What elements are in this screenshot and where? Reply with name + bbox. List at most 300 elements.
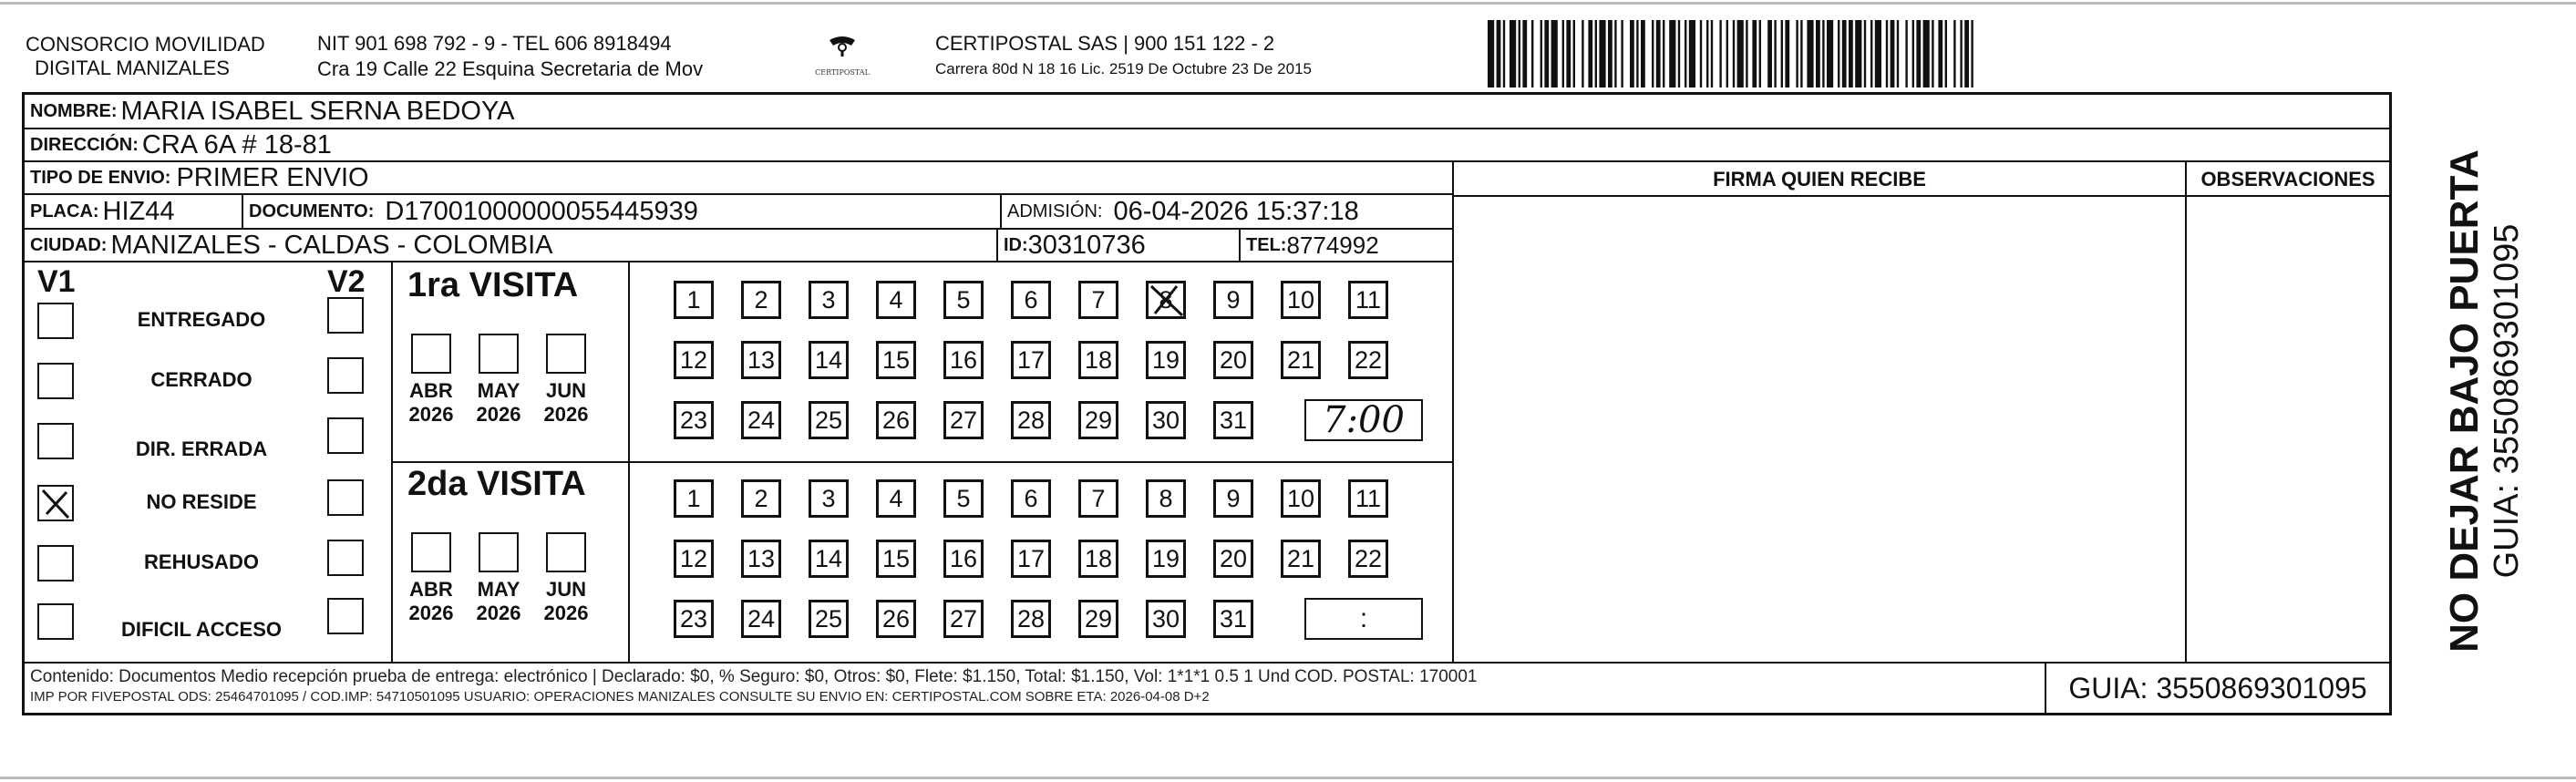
barcode-bar [1964, 20, 1969, 87]
day-box[interactable] [1348, 540, 1388, 578]
courier-line-2: Carrera 80d N 18 16 Lic. 2519 De Octubre 23 De 2015 [935, 60, 1312, 77]
barcode-bar [1544, 20, 1549, 87]
day-number: 1 [686, 285, 701, 314]
firma-area[interactable] [1454, 197, 2185, 662]
side-title: NO DEJAR BAJO PUERTA [2442, 149, 2487, 653]
day-box[interactable] [1078, 401, 1118, 439]
barcode-bar [1916, 20, 1921, 87]
day-box[interactable] [1281, 540, 1321, 578]
day-box[interactable] [741, 281, 781, 319]
status-v2-checkbox[interactable] [327, 357, 364, 394]
status-v1-checkbox[interactable] [37, 545, 74, 581]
day-box[interactable] [741, 540, 781, 578]
day-box[interactable] [809, 479, 849, 518]
month-right-border [628, 262, 630, 662]
day-number: 26 [881, 406, 911, 434]
barcode-bar [1960, 20, 1962, 87]
company-line-2: DIGITAL MANIZALES [35, 57, 230, 79]
barcode-bar [1566, 20, 1571, 87]
day-box[interactable] [1213, 281, 1253, 319]
day-box[interactable] [1078, 479, 1118, 518]
barcode-bar [1891, 20, 1895, 87]
day-box[interactable] [1146, 540, 1186, 578]
barcode-bar [1897, 20, 1899, 87]
barcode-bar [1689, 20, 1695, 87]
time-value: : [1359, 603, 1368, 633]
status-v1-checkbox[interactable] [37, 303, 74, 339]
visit-title: 2da VISITA [407, 465, 586, 503]
documento-value: D17001000000055445939 [385, 196, 698, 226]
barcode-bar [1822, 20, 1824, 87]
nit-line-1: NIT 901 698 792 - 9 - TEL 606 8918494 [317, 32, 672, 55]
day-box[interactable] [674, 341, 714, 379]
barcode-bar [1945, 20, 1947, 87]
courier-info [935, 31, 1312, 82]
barcode-bar [1595, 20, 1597, 87]
month-checkbox[interactable] [546, 334, 586, 374]
ciudad-field [25, 230, 996, 261]
day-box[interactable] [1146, 341, 1186, 379]
day-mark-icon [1146, 281, 1186, 319]
barcode-bar [1573, 20, 1575, 87]
side-text [2442, 149, 2526, 653]
day-box[interactable] [1348, 479, 1388, 518]
day-number: 11 [1355, 484, 1382, 512]
month-label [399, 578, 463, 625]
day-box[interactable] [741, 479, 781, 518]
side-panel [2397, 118, 2571, 684]
month-checkbox[interactable] [479, 334, 519, 374]
row-tipo [25, 162, 1452, 195]
day-box[interactable] [1281, 281, 1321, 319]
day-box[interactable] [876, 281, 916, 319]
day-number: 23 [679, 406, 708, 434]
day-number: 29 [1084, 604, 1113, 633]
barcode-bar [1737, 20, 1744, 87]
month-name: MAY [477, 379, 520, 402]
day-number: 5 [956, 285, 971, 314]
barcode-bar [1700, 20, 1702, 87]
barcode-bar [1875, 20, 1881, 87]
month-label [467, 379, 531, 427]
sender-nit [317, 31, 703, 82]
time-field[interactable] [1304, 399, 1423, 441]
barcode-bar [1886, 20, 1888, 87]
firma-label: FIRMA QUIEN RECIBE [1713, 168, 1926, 190]
day-number: 13 [747, 345, 776, 374]
id-value: 30310736 [1027, 230, 1146, 260]
barcode-bar [1582, 20, 1583, 87]
status-label: DIFICIL ACCESO [120, 618, 282, 641]
day-number: 18 [1084, 345, 1113, 374]
month-year: 2026 [476, 602, 521, 624]
day-number: 12 [679, 544, 708, 572]
certipostal-logo [806, 31, 879, 82]
month-year: 2026 [476, 403, 521, 426]
barcode-bar [1641, 20, 1645, 87]
barcode-bar [1733, 20, 1735, 87]
placa-label: PLACA: [30, 201, 99, 221]
row-nombre [25, 95, 2389, 129]
day-box[interactable] [1011, 281, 1051, 319]
barcode-bar [1781, 20, 1783, 87]
status-v2-checkbox[interactable] [327, 417, 364, 454]
day-box[interactable] [1213, 600, 1253, 638]
day-box[interactable] [1011, 479, 1051, 518]
day-number: 29 [1084, 406, 1113, 434]
day-box[interactable] [1213, 540, 1253, 578]
barcode-bar [1678, 20, 1680, 87]
footer-line-2: IMP POR FIVEPOSTAL ODS: 25464701095 / COD.IMP: 54710501095 USUARIO: OPERACIONES MANIZALES CONSULTE SU ENVIO EN: CERTIPOSTAL.COM SOBRE ETA: 2026-04-08 D+2 [30, 689, 1210, 705]
barcode-bar [1849, 20, 1853, 87]
day-box[interactable] [1213, 401, 1253, 439]
sender-company [26, 33, 265, 80]
status-label: REHUSADO [144, 550, 259, 573]
day-number: 8 [1159, 285, 1173, 314]
month-checkbox[interactable] [411, 532, 451, 572]
day-number: 16 [949, 544, 978, 572]
direccion-value: CRA 6A # 18-81 [141, 129, 332, 159]
barcode-bar [1711, 20, 1713, 87]
barcode-bar [1726, 20, 1728, 87]
day-box[interactable] [1078, 281, 1118, 319]
day-box[interactable] [1011, 540, 1051, 578]
barcode-bar [1636, 20, 1638, 87]
day-box[interactable] [1146, 401, 1186, 439]
day-number: 19 [1151, 345, 1180, 374]
day-number: 16 [949, 345, 978, 374]
barcode-bar [1767, 20, 1772, 87]
day-number: 21 [1286, 544, 1315, 572]
barcode-bar [1719, 20, 1721, 87]
tipo-label: TIPO DE ENVIO: [30, 167, 171, 188]
day-number: 31 [1219, 604, 1248, 633]
day-number: 28 [1016, 406, 1046, 434]
row-ciudad [25, 230, 1452, 262]
day-number: 28 [1016, 604, 1046, 633]
barcode-bar [1706, 20, 1708, 87]
barcode-bar [1923, 20, 1930, 87]
barcode-bar [1855, 20, 1861, 87]
day-number: 7 [1091, 484, 1106, 512]
day-number: 10 [1286, 484, 1315, 512]
admision-field [1000, 195, 1452, 228]
barcode-bar [1807, 20, 1813, 87]
direccion-label: DIRECCIÓN: [30, 134, 139, 155]
barcode-bar [1669, 20, 1675, 87]
day-number: 23 [679, 604, 708, 633]
barcode-bar [1827, 20, 1833, 87]
month-year: 2026 [543, 602, 589, 624]
day-box[interactable] [943, 479, 984, 518]
day-box[interactable] [674, 600, 714, 638]
status-label: DIR. ERRADA [135, 437, 268, 460]
day-number: 14 [814, 544, 843, 572]
day-number: 31 [1219, 406, 1248, 434]
day-number: 21 [1286, 345, 1315, 374]
day-number: 3 [821, 285, 836, 314]
footer-line-1: Contenido: Documentos Medio recepción prueba de entrega: electrónico | Declarado: $0, % Seguro: $0, Otros: $0, Flete: $1.150, Total: $1.150, Vol: 1*1*1 0.5 1 Und COD. POSTAL: 170001 [30, 667, 1478, 686]
day-box[interactable] [1078, 341, 1118, 379]
day-box[interactable] [741, 401, 781, 439]
day-number: 13 [747, 544, 776, 572]
ciudad-label: CIUDAD: [30, 234, 108, 255]
day-number: 18 [1084, 544, 1113, 572]
month-label [534, 379, 598, 427]
footer-line [25, 662, 2389, 664]
day-number: 14 [814, 345, 843, 374]
ciudad-value: MANIZALES - CALDAS - COLOMBIA [110, 230, 553, 260]
day-number: 25 [814, 406, 843, 434]
status-v1-checkbox[interactable] [37, 485, 74, 521]
barcode [1488, 20, 2166, 87]
day-number: 15 [881, 345, 911, 374]
day-box[interactable] [674, 281, 714, 319]
row-direccion [25, 129, 2389, 162]
day-number: 5 [956, 484, 971, 512]
day-box[interactable] [809, 341, 849, 379]
day-box[interactable] [674, 401, 714, 439]
barcode-bar [1774, 20, 1776, 87]
barcode-bar [1588, 20, 1592, 87]
barcode-bar [1864, 20, 1866, 87]
barcode-bar [1971, 20, 1973, 87]
time-value: 7:00 [1323, 399, 1405, 441]
day-number: 6 [1024, 484, 1038, 512]
barcode-bar [1488, 20, 1494, 87]
day-number: 4 [889, 285, 903, 314]
barcode-bar [1759, 20, 1761, 87]
v2-label: V2 [327, 264, 366, 299]
placa-value: HIZ44 [102, 196, 175, 226]
day-box[interactable] [1078, 540, 1118, 578]
status-label: ENTREGADO [137, 308, 266, 331]
day-box[interactable] [1011, 341, 1051, 379]
barcode-bar [1816, 20, 1820, 87]
day-number: 11 [1355, 285, 1382, 314]
logo-text: CERTIPOSTAL [815, 68, 870, 77]
nombre-field [25, 95, 514, 128]
placa-field [25, 195, 242, 228]
day-number: 25 [814, 604, 843, 633]
day-box[interactable] [809, 540, 849, 578]
month-label [399, 379, 463, 427]
day-number: 17 [1016, 345, 1046, 374]
day-box[interactable] [943, 341, 984, 379]
day-box[interactable] [741, 600, 781, 638]
day-box[interactable] [1348, 281, 1388, 319]
day-number: 12 [679, 345, 708, 374]
barcode-bar [1800, 20, 1802, 87]
barcode-bar [1953, 20, 1955, 87]
barcode-bar [1752, 20, 1757, 87]
day-number: 17 [1016, 544, 1046, 572]
day-box[interactable] [943, 600, 984, 638]
day-box[interactable] [876, 341, 916, 379]
day-number: 9 [1226, 484, 1241, 512]
day-box[interactable] [741, 341, 781, 379]
row-placa [25, 195, 1452, 230]
status-block [25, 262, 391, 662]
barcode-bar [1785, 20, 1789, 87]
v1-label: V1 [37, 264, 76, 299]
month-checkbox[interactable] [546, 532, 586, 572]
barcode-bar [1652, 20, 1654, 87]
month-name: JUN [545, 578, 586, 601]
barcode-bar [1656, 20, 1661, 87]
observaciones-area[interactable] [2187, 197, 2389, 662]
status-label: NO RESIDE [146, 490, 257, 513]
barcode-bar [1531, 20, 1533, 87]
day-box[interactable] [809, 281, 849, 319]
status-v1-checkbox[interactable] [37, 363, 74, 399]
barcode-bar [1599, 20, 1605, 87]
time-field[interactable] [1304, 598, 1423, 640]
status-v2-checkbox[interactable] [327, 297, 364, 334]
month-label [467, 578, 531, 625]
header [0, 0, 2576, 98]
day-number: 22 [1354, 345, 1383, 374]
day-number: 24 [747, 406, 776, 434]
day-number: 3 [821, 484, 836, 512]
day-number: 7 [1091, 285, 1106, 314]
check-mark-icon [39, 487, 72, 520]
day-box[interactable] [876, 401, 916, 439]
visit-divider [391, 461, 1452, 463]
documento-label: DOCUMENTO: [249, 201, 375, 221]
barcode-bar [1608, 20, 1613, 87]
barcode-bar [1746, 20, 1747, 87]
day-box[interactable] [1078, 600, 1118, 638]
day-box[interactable] [943, 540, 984, 578]
day-box[interactable] [943, 401, 984, 439]
tel-field [1239, 230, 1452, 261]
day-box[interactable] [674, 540, 714, 578]
day-box[interactable] [876, 479, 916, 518]
day-number: 22 [1354, 544, 1383, 572]
month-year: 2026 [543, 403, 589, 426]
day-number: 15 [881, 544, 911, 572]
admision-value: 06-04-2026 15:37:18 [1113, 196, 1359, 226]
id-label: ID: [1004, 234, 1028, 255]
status-v2-checkbox[interactable] [327, 479, 364, 516]
tel-label: TEL: [1246, 234, 1287, 255]
day-box[interactable] [1146, 479, 1186, 518]
barcode-bar [1503, 20, 1505, 87]
footer-text [30, 667, 1477, 707]
barcode-bar [1796, 20, 1798, 87]
day-number: 30 [1151, 604, 1180, 633]
barcode-bar [1838, 20, 1839, 87]
day-number: 26 [881, 604, 911, 633]
month-name: ABR [409, 379, 453, 402]
day-number: 2 [754, 285, 768, 314]
day-box[interactable] [809, 401, 849, 439]
delivery-form [22, 92, 2392, 715]
day-box[interactable] [1348, 341, 1388, 379]
status-v2-checkbox[interactable] [327, 540, 364, 576]
day-box[interactable] [1011, 401, 1051, 439]
documento-field [242, 195, 1000, 228]
barcode-bar [1663, 20, 1664, 87]
day-box[interactable] [876, 600, 916, 638]
month-name: ABR [409, 578, 453, 601]
barcode-bar [1870, 20, 1872, 87]
day-number: 24 [747, 604, 776, 633]
day-box[interactable] [876, 540, 916, 578]
logo-icon [806, 31, 879, 82]
day-box[interactable] [1146, 600, 1186, 638]
day-number: 27 [949, 604, 978, 633]
nombre-label: NOMBRE: [30, 100, 118, 121]
status-v1-checkbox[interactable] [37, 423, 74, 459]
day-box[interactable] [1213, 341, 1253, 379]
day-box[interactable] [1011, 600, 1051, 638]
barcode-bar [1912, 20, 1914, 87]
month-year: 2026 [408, 602, 454, 624]
scan-edge-bottom [0, 777, 2576, 779]
side-guia: GUIA: 3550869301095 [2488, 223, 2526, 579]
day-number: 1 [686, 484, 701, 512]
admision-label: ADMISIÓN: [1007, 201, 1103, 221]
day-number: 4 [889, 484, 903, 512]
courier-line-1: CERTIPOSTAL SAS | 900 151 122 - 2 [935, 32, 1275, 55]
id-field [996, 230, 1239, 261]
barcode-bar [1522, 20, 1527, 87]
status-v2-checkbox[interactable] [327, 598, 364, 634]
barcode-bar [1621, 20, 1623, 87]
barcode-bar [1685, 20, 1686, 87]
day-number: 27 [949, 406, 978, 434]
day-number: 20 [1219, 544, 1248, 572]
day-box[interactable] [1281, 341, 1321, 379]
month-year: 2026 [408, 403, 454, 426]
day-box[interactable] [1146, 281, 1186, 319]
guia-box: GUIA: 3550869301095 [2068, 671, 2367, 705]
day-number: 8 [1159, 484, 1173, 512]
barcode-bar [1614, 20, 1616, 87]
status-v1-checkbox[interactable] [37, 603, 74, 640]
day-box[interactable] [1213, 479, 1253, 518]
barcode-bar [1562, 20, 1564, 87]
month-label [534, 578, 598, 625]
barcode-bar [1540, 20, 1542, 87]
day-box[interactable] [1281, 479, 1321, 518]
barcode-bar [1938, 20, 1942, 87]
barcode-bar [1630, 20, 1634, 87]
day-box[interactable] [943, 281, 984, 319]
tel-value: 8774992 [1286, 231, 1379, 259]
month-checkbox[interactable] [479, 532, 519, 572]
barcode-bar [1497, 20, 1501, 87]
day-number: 9 [1226, 285, 1241, 314]
observaciones-label: OBSERVACIONES [2200, 168, 2375, 190]
status-label: CERRADO [150, 368, 252, 391]
month-checkbox[interactable] [411, 334, 451, 374]
day-number: 19 [1151, 544, 1180, 572]
visit-title: 1ra VISITA [407, 266, 579, 304]
direccion-field [25, 129, 332, 160]
month-name: MAY [477, 578, 520, 601]
day-number: 2 [754, 484, 768, 512]
day-number: 10 [1286, 285, 1315, 314]
barcode-bar [1510, 20, 1516, 87]
day-box[interactable] [809, 600, 849, 638]
day-box[interactable] [674, 479, 714, 518]
barcode-bar [1551, 20, 1558, 87]
nombre-value: MARIA ISABEL SERNA BEDOYA [120, 96, 515, 126]
day-number: 30 [1151, 406, 1180, 434]
